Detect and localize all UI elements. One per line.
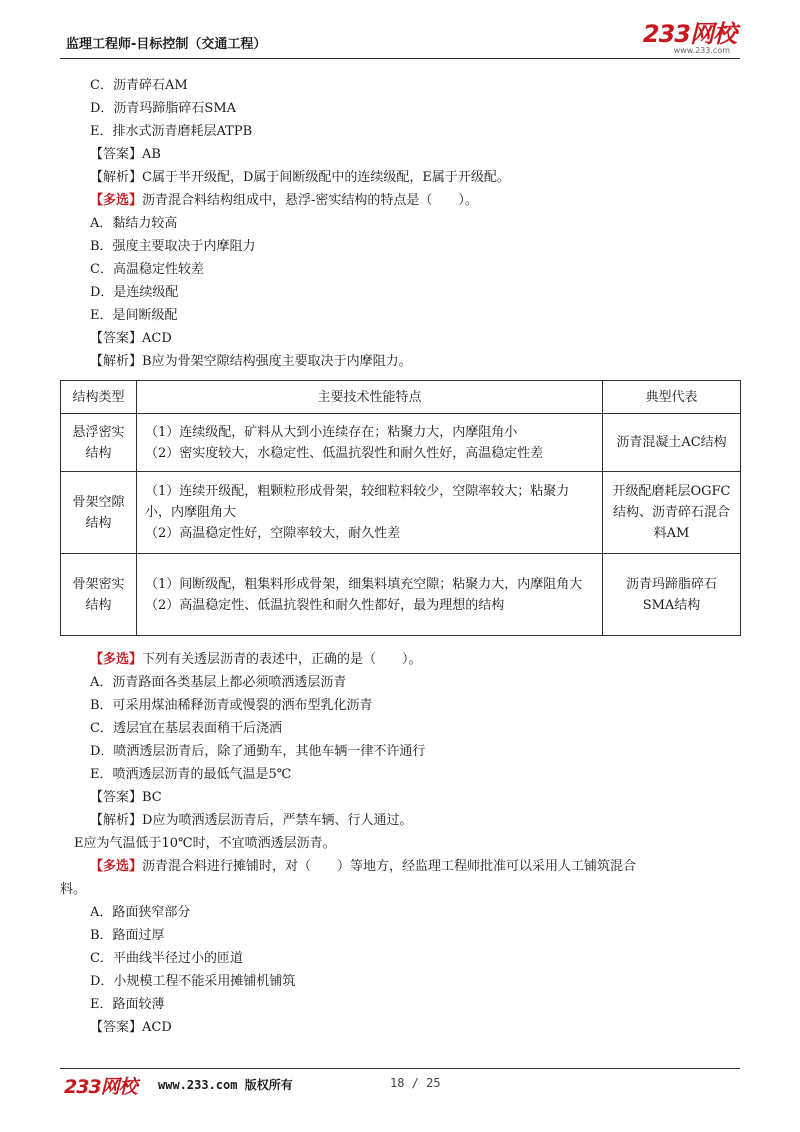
stem-text: 沥青混合料进行摊铺时，对（ ）等地方，经监理工程师批准可以采用人工铺筑混合: [142, 859, 637, 874]
answer-line: [90, 329, 172, 349]
option-e: E．路面较薄: [90, 997, 165, 1012]
page-footer: [60, 1072, 740, 1096]
analysis-line: [90, 811, 412, 831]
header-title: 监理工程师-目标控制（交通工程）: [66, 37, 267, 52]
feature-line: （1）连续级配，矿料从大到小连续存在；粘聚力大，内摩阻角小: [145, 424, 518, 440]
multi-choice-tag: 【多选】: [90, 193, 143, 208]
analysis-line: [90, 168, 510, 188]
question-stem: [90, 857, 636, 877]
footer-divider: [60, 1068, 740, 1069]
answer-label: 【答案】: [90, 331, 143, 346]
structure-type-cell: 骨架密实结构: [61, 554, 137, 636]
answer-label: 【答案】: [90, 790, 143, 805]
page-number: 18 / 25: [390, 1076, 441, 1090]
analysis-label: 【解析】: [90, 170, 143, 185]
analysis-continued: E应为气温低于10℃时，不宜喷洒透层沥青。: [74, 836, 336, 851]
analysis-label: 【解析】: [90, 813, 143, 828]
answer-value: BC: [142, 790, 162, 805]
analysis-text: C属于半开级配，D属于间断级配中的连续级配，E属于开级配。: [142, 170, 510, 185]
option-e: E．排水式沥青磨耗层ATPB: [90, 124, 253, 139]
feature-line: （2）高温稳定性、低温抗裂性和耐久性都好，最为理想的结构: [145, 597, 505, 613]
question-stem: [90, 191, 478, 211]
analysis-line: [90, 352, 412, 372]
option-c: C．平曲线半径过小的匝道: [90, 951, 243, 966]
header-divider: [60, 58, 740, 59]
option-b: B．路面过厚: [90, 928, 165, 943]
feature-line: （1）连续开级配，粗颗粒形成骨架，较细粒料较少，空隙率较大；粘聚力小，内摩阻角大: [145, 484, 570, 520]
features-cell: [137, 414, 603, 472]
answer-label: 【答案】: [90, 147, 143, 162]
answer-value: ACD: [142, 331, 172, 346]
page-header: [60, 22, 740, 56]
example-cell: 沥青玛蹄脂碎石SMA结构: [603, 554, 741, 636]
option-d: D．沥青玛蹄脂碎石SMA: [90, 101, 237, 116]
footer-logo: 233网校: [64, 1076, 137, 1098]
logo-text: 233网校: [642, 20, 736, 48]
answer-line: [90, 788, 162, 808]
option-b: B．可采用煤油稀释沥青或慢裂的洒布型乳化沥青: [90, 698, 373, 713]
answer-label: 【答案】: [90, 1020, 143, 1035]
structure-type-cell: 悬浮密实结构: [61, 414, 137, 472]
stem-text: 沥青混合料结构组成中，悬浮-密实结构的特点是（ ）。: [142, 193, 478, 208]
option-c: C．高温稳定性较差: [90, 262, 204, 277]
option-d: D．喷洒透层沥青后，除了通勤车，其他车辆一律不许通行: [90, 744, 426, 759]
table-row: [61, 472, 741, 554]
example-cell: 沥青混凝土AC结构: [603, 414, 741, 472]
features-cell: [137, 472, 603, 554]
analysis-label: 【解析】: [90, 354, 143, 369]
answer-line: [90, 145, 161, 165]
option-c: C．沥青碎石AM: [90, 78, 188, 93]
table-header-cell: 主要技术性能特点: [137, 381, 603, 414]
answer-value: ACD: [142, 1020, 172, 1035]
structure-table: [60, 380, 741, 636]
option-a: A．黏结力较高: [90, 216, 178, 231]
stem-continued: 料。: [60, 882, 87, 897]
option-d: D．是连续级配: [90, 285, 179, 300]
features-cell: [137, 554, 603, 636]
analysis-text: D应为喷洒透层沥青后，严禁车辆、行人通过。: [142, 813, 413, 828]
multi-choice-tag: 【多选】: [90, 859, 143, 874]
question-stem: [90, 650, 422, 670]
table-header-cell: 结构类型: [61, 381, 137, 414]
structure-type-cell: 骨架空隙结构: [61, 472, 137, 554]
option-d: D．小规模工程不能采用摊铺机铺筑: [90, 974, 296, 989]
table-row: [61, 414, 741, 472]
option-c: C．透层宜在基层表面稍干后浇洒: [90, 721, 282, 736]
table-header-cell: 典型代表: [603, 381, 741, 414]
option-e: E．喷洒透层沥青的最低气温是5℃: [90, 767, 292, 782]
option-b: B．强度主要取决于内摩阻力: [90, 239, 256, 254]
analysis-text: B应为骨架空隙结构强度主要取决于内摩阻力。: [142, 354, 412, 369]
feature-line: （1）间断级配，粗集料形成骨架，细集料填充空隙；粘聚力大，内摩阻角大: [145, 576, 583, 592]
option-a: A．沥青路面各类基层上都必须喷洒透层沥青: [90, 675, 347, 690]
stem-text: 下列有关透层沥青的表述中，正确的是（ ）。: [142, 652, 422, 667]
footer-copyright: www.233.com 版权所有: [158, 1078, 293, 1092]
brand-logo: [643, 22, 736, 55]
option-a: A．路面狭窄部分: [90, 905, 191, 920]
feature-line: （2）密实度较大，水稳定性、低温抗裂性和耐久性好，高温稳定性差: [145, 445, 544, 461]
table-row: [61, 554, 741, 636]
answer-line: [90, 1018, 172, 1038]
logo-url: www.233.com: [673, 46, 730, 55]
table-header-row: [61, 381, 741, 414]
example-cell: 开级配磨耗层OGFC结构、沥青碎石混合料AM: [603, 472, 741, 554]
feature-line: （2）高温稳定性好，空隙率较大，耐久性差: [145, 526, 401, 541]
multi-choice-tag: 【多选】: [90, 652, 143, 667]
answer-value: AB: [142, 147, 161, 162]
option-e: E．是间断级配: [90, 308, 178, 323]
